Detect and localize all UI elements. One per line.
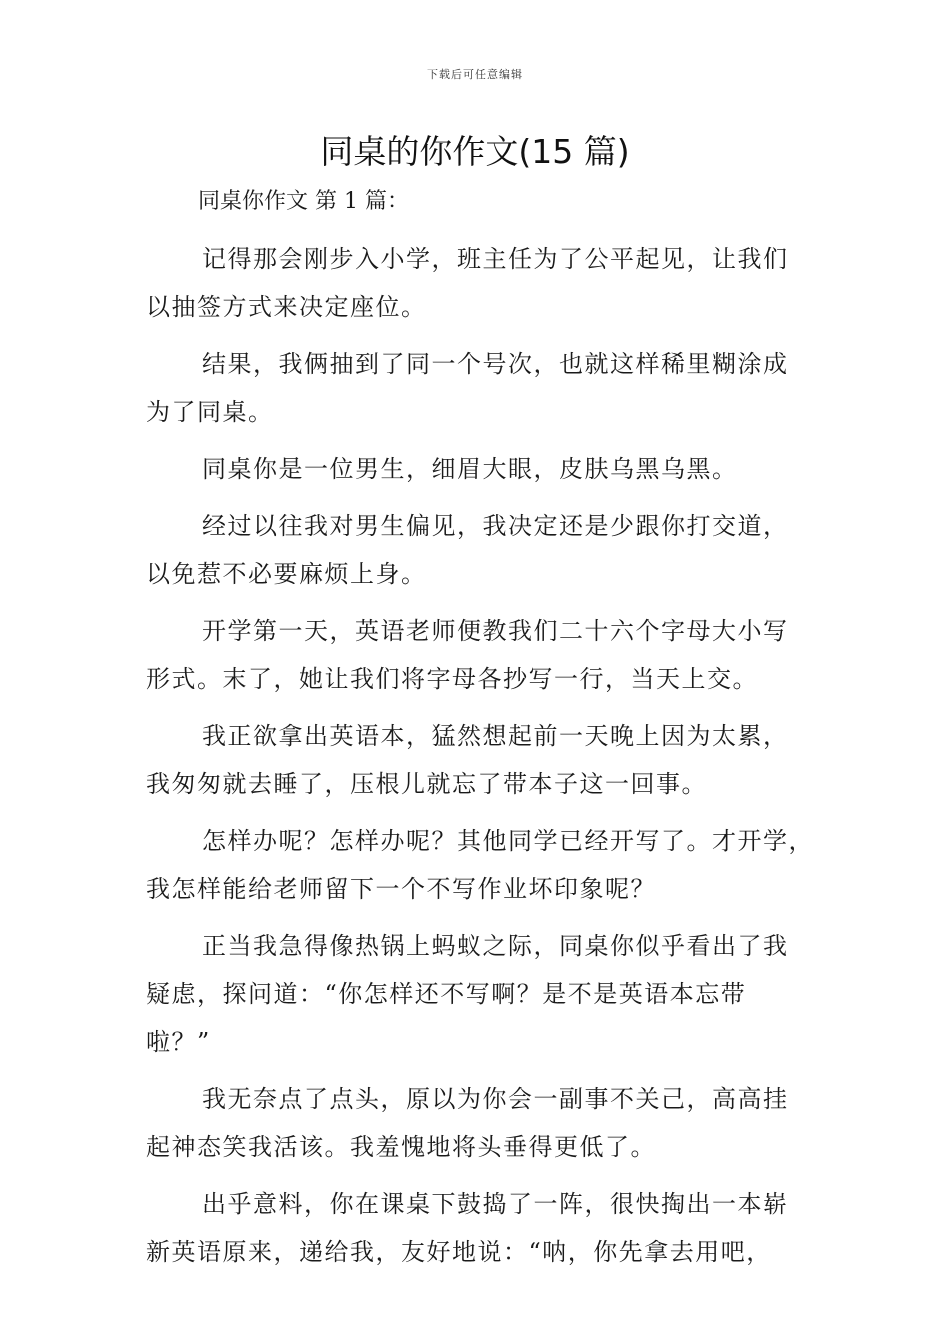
paragraph-line: 为了同桌。 [146,398,274,426]
paragraph [146,922,810,1066]
paragraph-line: 我匆匆就去睡了，压根儿就忘了带本子这一回事。 [146,770,707,798]
document-body [146,178,814,1276]
paragraph [146,445,810,493]
paragraph [146,340,810,436]
paragraph-spacer [146,493,810,502]
paragraph-spacer [146,913,810,922]
paragraph-line: 开学第一天，英语老师便教我们二十六个字母大小写 [202,617,789,645]
paragraph-line: 我正欲拿出英语本，猛然想起前一天晚上因为太累， [202,722,789,750]
paragraph-line: 记得那会刚步入小学，班主任为了公平起见，让我们 [202,245,789,273]
paragraph [146,712,810,808]
paragraph-spacer [146,1066,810,1075]
paragraph-line: 正当我急得像热锅上蚂蚁之际，同桌你似乎看出了我 [202,932,789,960]
paragraph-line: 怎样办呢？怎样办呢？其他同学已经开写了。才开学， [202,827,814,855]
paragraph-line: 结果，我俩抽到了同一个号次，也就这样稀里糊涂成 [202,350,789,378]
document-title: 同桌的你作文(15 篇) [320,132,630,171]
paragraph-list [146,235,814,1276]
paragraph-line: 我怎样能给老师留下一个不写作业坏印象呢？ [146,875,656,903]
paragraph [146,1180,810,1276]
paragraph-line: 啦？” [146,1028,211,1056]
paragraph [146,235,810,331]
paragraph-line: 我无奈点了点头，原以为你会一副事不关己，高高挂 [202,1085,789,1113]
paragraph-line: 新英语原来，递给我，友好地说：“呐，你先拿去用吧， [146,1238,772,1266]
paragraph-spacer [146,1171,810,1180]
paragraph [146,817,814,913]
essay-subheading: 同桌你作文 第 1 篇： [198,189,409,214]
paragraph-spacer [146,703,810,712]
paragraph [146,502,810,598]
paragraph-line: 形式。末了，她让我们将字母各抄写一行，当天上交。 [146,665,758,693]
paragraph [146,607,810,703]
paragraph-line: 出乎意料，你在课桌下鼓捣了一阵，很快掏出一本崭 [202,1190,789,1218]
paragraph-spacer [146,436,810,445]
paragraph-line: 以抽签方式来决定座位。 [146,293,427,321]
paragraph-line: 以免惹不必要麻烦上身。 [146,560,427,588]
paragraph-line: 疑虑，探问道：“你怎样还不写啊？是不是英语本忘带 [146,980,747,1008]
paragraph-spacer [146,331,810,340]
paragraph [146,1075,810,1171]
header-note: 下载后可任意编辑 [427,68,523,81]
paragraph-line: 起神态笑我活该。我羞愧地将头垂得更低了。 [146,1133,656,1161]
paragraph-spacer [146,598,810,607]
paragraph-line: 经过以往我对男生偏见，我决定还是少跟你打交道， [202,512,789,540]
paragraph-line: 同桌你是一位男生，细眉大眼，皮肤乌黑乌黑。 [202,455,738,483]
paragraph-spacer [146,808,810,817]
paragraph-spacer [146,226,810,235]
